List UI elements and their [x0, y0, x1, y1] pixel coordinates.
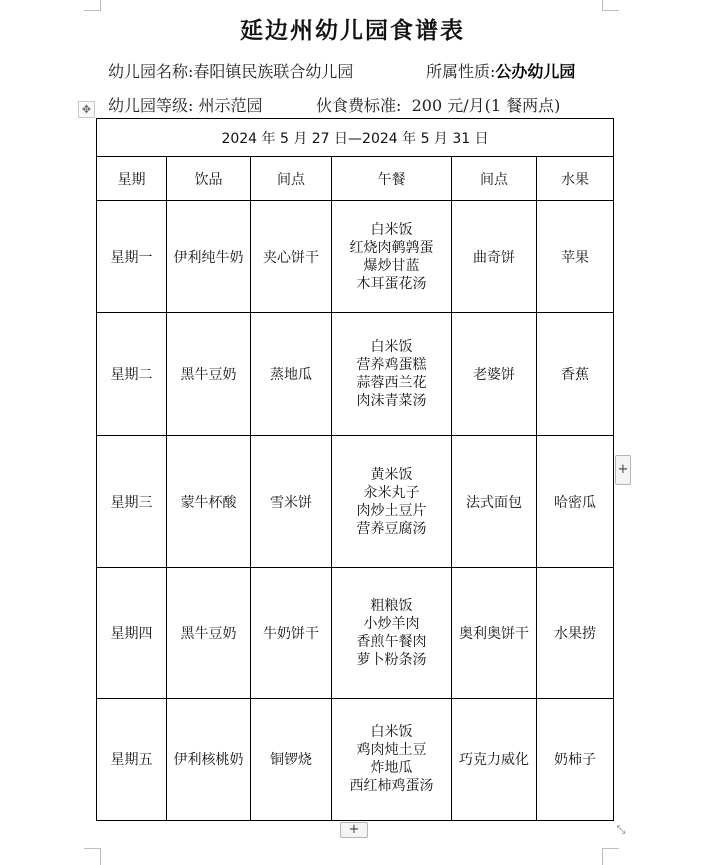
table-row — [97, 313, 614, 436]
page-corner-mark — [602, 0, 619, 11]
date-range: 2024 年 5 月 27 日—2024 年 5 月 31 日 — [97, 119, 614, 157]
add-column-button[interactable]: + — [615, 455, 631, 485]
fee-value: 200 元/月(1 餐两点) — [411, 96, 561, 115]
snack-cell: 奥利奥饼干 — [452, 567, 537, 698]
lunch-item: 西红柿鸡蛋汤 — [349, 778, 434, 795]
level-value: 州示范园 — [198, 96, 263, 115]
day-cell: 星期三 — [97, 436, 167, 567]
day-cell: 星期二 — [97, 313, 167, 436]
lunch-item: 红烧肉鹌鹑蛋 — [349, 239, 434, 256]
level-label: 幼儿园等级: — [108, 96, 194, 115]
fruit-cell: 哈密瓜 — [537, 436, 614, 567]
name-label: 幼儿园名称: — [108, 62, 194, 81]
snack-cell: 雪米饼 — [251, 436, 332, 567]
lunch-item: 鸡肉炖土豆 — [356, 742, 427, 759]
lunch-item: 萝卜粉条汤 — [356, 651, 427, 668]
snack-cell: 蒸地瓜 — [251, 313, 332, 436]
header-day: 星期 — [97, 157, 167, 201]
lunch-item: 肉沫青菜汤 — [356, 393, 427, 410]
lunch-item: 白米饭 — [370, 724, 413, 741]
day-cell: 星期五 — [97, 698, 167, 820]
lunch-item: 蒜蓉西兰花 — [356, 375, 427, 392]
document-title: 延边州幼儿园食谱表 — [240, 17, 465, 44]
drink-cell: 黑牛豆奶 — [167, 313, 251, 436]
drink-cell: 伊利纯牛奶 — [167, 201, 251, 313]
lunch-item: 香煎午餐肉 — [356, 633, 427, 650]
lunch-item: 粗粮饭 — [370, 597, 413, 614]
header-snack-1: 间点 — [251, 157, 332, 201]
table-row — [97, 436, 614, 567]
snack-cell: 巧克力威化 — [452, 698, 537, 820]
fee-line — [316, 93, 560, 116]
level-line — [108, 93, 263, 116]
header-drink: 饮品 — [167, 157, 251, 201]
lunch-item: 炸地瓜 — [370, 760, 413, 777]
snack-cell: 曲奇饼 — [452, 201, 537, 313]
fee-label: 伙食费标准: — [316, 96, 402, 115]
drink-cell: 伊利核桃奶 — [167, 698, 251, 820]
lunch-item: 爆炒甘蓝 — [363, 257, 420, 274]
snack-cell: 老婆饼 — [452, 313, 537, 436]
day-cell: 星期一 — [97, 201, 167, 313]
fruit-cell: 苹果 — [537, 201, 614, 313]
name-value: 春阳镇民族联合幼儿园 — [193, 62, 354, 81]
page-corner-mark — [84, 0, 101, 11]
type-value: 公办幼儿园 — [495, 62, 576, 81]
lunch-item: 肉炒土豆片 — [356, 502, 427, 519]
kindergarten-name-line — [108, 59, 353, 82]
lunch-item: 营养鸡蛋糕 — [356, 357, 427, 374]
table-move-icon[interactable]: ✥ — [78, 101, 95, 118]
lunch-cell — [332, 698, 452, 820]
snack-cell: 法式面包 — [452, 436, 537, 567]
header-fruit: 水果 — [537, 157, 614, 201]
lunch-item: 木耳蛋花汤 — [356, 275, 427, 292]
table-resize-icon[interactable]: ⤡ — [616, 823, 626, 836]
lunch-cell — [332, 313, 452, 436]
lunch-item: 黄米饭 — [370, 466, 413, 483]
snack-cell: 牛奶饼干 — [251, 567, 332, 698]
lunch-item: 白米饭 — [370, 339, 413, 356]
table-row — [97, 698, 614, 820]
snack-cell: 铜锣烧 — [251, 698, 332, 820]
lunch-cell — [332, 567, 452, 698]
drink-cell: 黑牛豆奶 — [167, 567, 251, 698]
lunch-cell — [332, 201, 452, 313]
ownership-line — [426, 59, 575, 82]
lunch-cell — [332, 436, 452, 567]
table-row — [97, 201, 614, 313]
day-cell: 星期四 — [97, 567, 167, 698]
menu-table — [96, 118, 614, 821]
snack-cell: 夹心饼干 — [251, 201, 332, 313]
lunch-item: 白米饭 — [370, 221, 413, 238]
drink-cell: 蒙牛杯酸 — [167, 436, 251, 567]
table-row — [97, 567, 614, 698]
lunch-item: 汆米丸子 — [363, 484, 420, 501]
header-snack-2: 间点 — [452, 157, 537, 201]
type-label: 所属性质: — [426, 62, 496, 81]
fruit-cell: 奶柿子 — [537, 698, 614, 820]
fruit-cell: 水果捞 — [537, 567, 614, 698]
add-row-button[interactable]: + — [340, 822, 368, 838]
header-lunch: 午餐 — [332, 157, 452, 201]
lunch-item: 小炒羊肉 — [363, 615, 420, 632]
fruit-cell: 香蕉 — [537, 313, 614, 436]
lunch-item: 营养豆腐汤 — [356, 520, 427, 537]
